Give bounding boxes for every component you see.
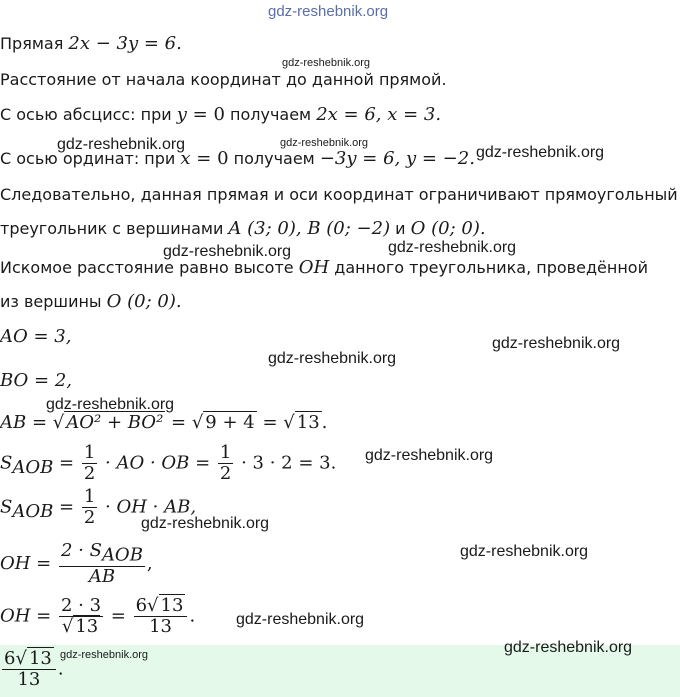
text: Расстояние от начала координат до данной прямой. bbox=[0, 70, 447, 89]
numerator bbox=[2, 649, 56, 670]
watermark: gdz-reshebnik.org bbox=[46, 396, 175, 413]
radicand: 9 + 4 bbox=[205, 412, 255, 433]
text: Искомое расстояние равно высоте bbox=[0, 258, 299, 277]
math: O (0; 0). bbox=[410, 218, 486, 239]
math: 2x − 3y = 6. bbox=[68, 33, 182, 54]
denominator: 2 bbox=[219, 463, 232, 484]
line-height bbox=[0, 257, 648, 278]
math: . bbox=[321, 412, 328, 433]
math: = bbox=[105, 605, 132, 627]
math: y bbox=[176, 104, 187, 125]
math: OH bbox=[298, 257, 330, 278]
answer bbox=[0, 649, 64, 690]
eq-area-1 bbox=[0, 443, 336, 484]
text: С осью ординат: при bbox=[0, 149, 181, 168]
sqrt: √ 13 bbox=[61, 616, 99, 637]
math: 6 bbox=[4, 648, 16, 669]
watermark: gdz-reshebnik.org bbox=[365, 447, 494, 464]
fraction bbox=[2, 649, 56, 690]
subscript: AOB bbox=[12, 457, 54, 479]
math: = 0 bbox=[186, 104, 225, 125]
denominator: 2 bbox=[83, 463, 96, 484]
line-vertices bbox=[0, 218, 486, 239]
line-conclusion bbox=[0, 185, 678, 204]
fraction bbox=[82, 443, 97, 484]
math: OH = bbox=[0, 552, 57, 574]
watermark: gdz-reshebnik.org bbox=[460, 543, 589, 560]
numerator: 1 bbox=[83, 442, 96, 463]
math: · 3 · 2 = 3. bbox=[235, 452, 337, 474]
fraction bbox=[82, 487, 97, 528]
math: , bbox=[146, 552, 153, 574]
numerator bbox=[134, 596, 188, 617]
line-x-axis bbox=[0, 104, 441, 125]
math: · AO · OB = bbox=[99, 452, 216, 474]
math: OH = bbox=[0, 605, 57, 627]
math: A (3; 0), B (0; −2) bbox=[228, 218, 391, 239]
eq-ao: AO = 3, bbox=[0, 326, 72, 347]
radicand: 13 bbox=[75, 616, 99, 637]
watermark: gdz-reshebnik.org bbox=[163, 243, 292, 260]
numerator: 1 bbox=[83, 486, 96, 507]
math: AB = bbox=[0, 412, 53, 433]
sqrt: √ AO² + BO² bbox=[52, 412, 164, 433]
text: С осью абсцисс: при bbox=[0, 105, 177, 124]
watermark: gdz-reshebnik.org bbox=[476, 144, 605, 161]
watermark: gdz-reshebnik.org bbox=[492, 335, 621, 352]
watermark: gdz-reshebnik.org bbox=[388, 239, 517, 256]
subscript: AOB bbox=[101, 544, 143, 566]
math: S bbox=[0, 496, 13, 518]
math: 6 bbox=[135, 595, 148, 616]
fraction bbox=[218, 443, 233, 484]
text: из вершины bbox=[0, 292, 107, 311]
radicand: 13 bbox=[28, 648, 52, 669]
text: треугольник с вершинами bbox=[0, 219, 229, 238]
radicand: 13 bbox=[160, 595, 184, 616]
watermark: gdz-reshebnik.org bbox=[236, 611, 365, 628]
sqrt: √ 13 bbox=[15, 648, 52, 669]
math: = 0 bbox=[190, 148, 229, 169]
watermark: gdz-reshebnik.org bbox=[280, 137, 369, 149]
line-given bbox=[0, 33, 182, 54]
watermark: gdz-reshebnik.org bbox=[268, 3, 389, 20]
radicand: 13 bbox=[296, 412, 320, 433]
watermark: gdz-reshebnik.org bbox=[282, 57, 371, 69]
denominator bbox=[59, 617, 103, 637]
fraction bbox=[134, 596, 188, 637]
line-task bbox=[0, 70, 447, 89]
numerator: 1 bbox=[219, 442, 232, 463]
denominator: 13 bbox=[149, 616, 172, 637]
math: = bbox=[256, 412, 284, 433]
fraction bbox=[59, 596, 103, 637]
eq-oh-formula bbox=[0, 541, 153, 587]
sqrt: √ 13 bbox=[283, 412, 320, 433]
math: . bbox=[57, 658, 64, 680]
denominator: 2 bbox=[83, 507, 96, 528]
math: 2x = 6, x = 3. bbox=[316, 104, 442, 125]
numerator: 2 · 3 bbox=[60, 595, 102, 616]
watermark: gdz-reshebnik.org bbox=[268, 350, 397, 367]
fraction bbox=[59, 541, 145, 587]
sqrt: √ 9 + 4 bbox=[191, 412, 255, 433]
math: O (0; 0). bbox=[106, 291, 182, 312]
math: −3y = 6, y = −2. bbox=[319, 148, 475, 169]
math: . bbox=[189, 605, 196, 627]
math: · OH · AB, bbox=[99, 496, 197, 518]
text: получаем bbox=[228, 149, 320, 168]
math: = bbox=[165, 412, 192, 433]
eq-bo: BO = 2, bbox=[0, 370, 73, 391]
text: Прямая bbox=[0, 34, 69, 53]
eq-oh-value bbox=[0, 596, 195, 637]
math: = bbox=[53, 496, 80, 518]
watermark: gdz-reshebnik.org bbox=[504, 639, 633, 656]
denominator: 13 bbox=[17, 669, 41, 690]
sqrt: √ 13 bbox=[147, 595, 184, 616]
line-vertex-o bbox=[0, 291, 182, 312]
math: = bbox=[53, 452, 80, 474]
watermark: gdz-reshebnik.org bbox=[141, 515, 270, 532]
numerator bbox=[59, 541, 145, 567]
math: x bbox=[180, 148, 191, 169]
text: и bbox=[390, 219, 411, 238]
denominator: AB bbox=[88, 565, 116, 587]
math: 2 · S bbox=[60, 540, 102, 561]
subscript: AOB bbox=[12, 501, 54, 523]
watermark: gdz-reshebnik.org bbox=[60, 649, 149, 661]
math: S bbox=[0, 452, 13, 474]
radicand: AO² + BO² bbox=[66, 412, 164, 433]
watermark: gdz-reshebnik.org bbox=[57, 136, 186, 153]
eq-ab bbox=[0, 412, 327, 433]
text: Следовательно, данная прямая и оси координат ограничивают прямоугольный bbox=[0, 185, 678, 204]
text: данного треугольника, проведённой bbox=[329, 258, 648, 277]
text: получаем bbox=[224, 105, 317, 124]
